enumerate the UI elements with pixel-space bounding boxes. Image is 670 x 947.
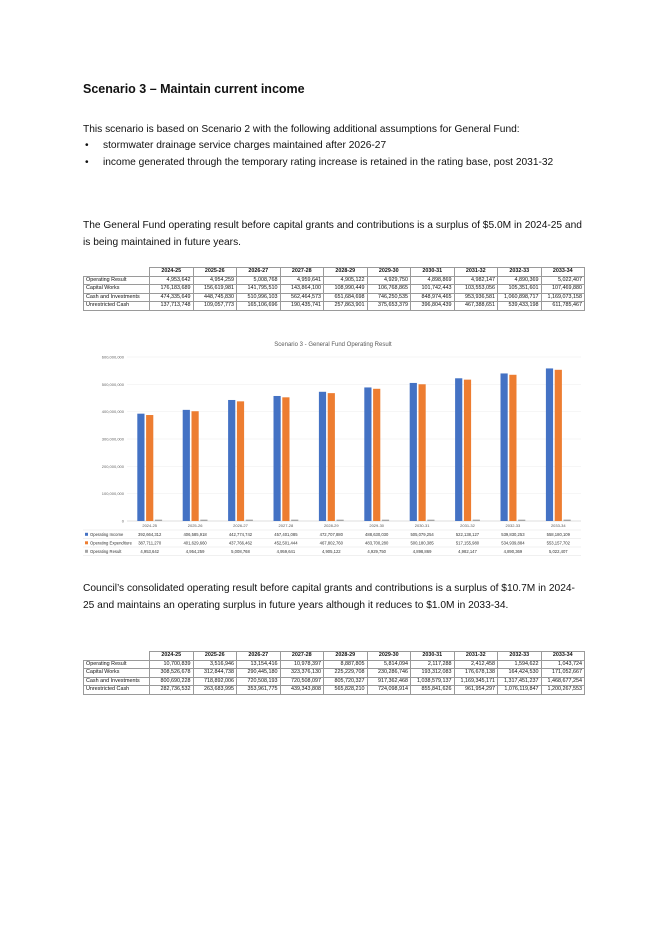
- table-cell: 13,154,416: [237, 660, 281, 669]
- year-header: 2028-29: [324, 652, 368, 661]
- data-label: 472,707,880: [319, 531, 343, 537]
- table-cell: 308,526,678: [150, 669, 194, 678]
- bar-operating-result: [427, 520, 434, 521]
- bar-operating-result: [246, 520, 253, 521]
- table-cell: 290,445,180: [237, 669, 281, 678]
- row-label: Cash and Investments: [84, 677, 150, 686]
- table-cell: 1,043,724: [541, 660, 585, 669]
- table-row: [84, 302, 585, 311]
- legend-series-name: Operating Income: [90, 531, 124, 537]
- bar-operating-result: [382, 520, 389, 521]
- table-cell: 1,060,898,717: [498, 293, 542, 302]
- x-tick-label: 2029-30: [369, 523, 385, 528]
- table-cell: 800,690,228: [150, 677, 194, 686]
- bar-operating-expenditure: [419, 384, 426, 521]
- table-cell: 4,898,869: [411, 276, 455, 285]
- operating-result-chart: [83, 337, 584, 573]
- data-label: 452,501,444: [274, 540, 298, 546]
- y-tick-label: 300,000,000: [101, 436, 124, 442]
- assumption-item: • income generated through the temporary rating increase is retained in the rating base, post 2031-32: [83, 155, 583, 172]
- table-cell: 105,351,601: [498, 285, 542, 294]
- bar-operating-income: [410, 383, 417, 521]
- year-header: 2024-25: [150, 268, 194, 277]
- x-tick-label: 2027-28: [278, 523, 294, 528]
- row-label: Capital Works: [84, 669, 150, 678]
- data-label: 553,157,702: [546, 540, 570, 546]
- bar-operating-expenditure: [282, 397, 289, 521]
- y-tick-label: 600,000,000: [101, 354, 124, 360]
- table-row: [84, 686, 585, 695]
- consolidated-table: [83, 651, 585, 695]
- table-cell: 193,312,083: [411, 669, 455, 678]
- table-corner: [84, 268, 150, 277]
- y-tick-label: 100,000,000: [101, 491, 124, 497]
- x-tick-label: 2031-32: [460, 523, 475, 528]
- table-cell: 190,435,741: [280, 302, 324, 311]
- table-cell: 510,996,103: [237, 293, 281, 302]
- assumption-list: [83, 138, 583, 171]
- legend-swatch: [85, 533, 88, 536]
- table-cell: 141,795,510: [237, 285, 281, 294]
- year-header: 2031-32: [454, 652, 498, 661]
- bar-operating-expenditure: [328, 393, 335, 521]
- table-cell: 230,286,746: [367, 669, 411, 678]
- bar-operating-expenditure: [237, 401, 244, 521]
- bar-operating-income: [364, 387, 371, 521]
- table-cell: 1,169,073,158: [541, 293, 585, 302]
- table-cell: 1,200,267,553: [541, 686, 585, 695]
- table-cell: 143,864,100: [280, 285, 324, 294]
- table-cell: 8,887,805: [324, 660, 368, 669]
- table-header-row: [84, 268, 585, 277]
- table-cell: 4,929,750: [367, 276, 411, 285]
- data-label: 406,585,918: [183, 531, 207, 537]
- bar-operating-expenditure: [464, 380, 471, 521]
- data-label: 387,711,270: [138, 540, 162, 546]
- data-label: 4,954,259: [185, 548, 205, 554]
- table-cell: 4,953,642: [150, 276, 194, 285]
- data-label: 401,629,660: [183, 540, 207, 546]
- table-cell: 5,008,768: [237, 276, 281, 285]
- table-cell: 718,892,006: [193, 677, 237, 686]
- data-label: 467,802,760: [319, 540, 343, 546]
- table-cell: 651,684,698: [324, 293, 368, 302]
- data-label: 500,180,385: [410, 540, 434, 546]
- table-cell: 312,844,738: [193, 669, 237, 678]
- table-cell: 805,720,327: [324, 677, 368, 686]
- data-label: 5,008,768: [231, 548, 250, 554]
- row-label: Unrestricted Cash: [84, 686, 150, 695]
- bar-operating-expenditure: [146, 415, 153, 521]
- bar-operating-expenditure: [192, 411, 199, 521]
- table-cell: 917,362,468: [367, 677, 411, 686]
- y-tick-label: 200,000,000: [101, 463, 124, 469]
- table-row: [84, 669, 585, 678]
- bar-operating-result: [291, 520, 298, 521]
- table-cell: 106,768,865: [367, 285, 411, 294]
- table-cell: 961,954,297: [454, 686, 498, 695]
- table-cell: 848,974,465: [411, 293, 455, 302]
- table-cell: 746,250,535: [367, 293, 411, 302]
- year-header: 2027-28: [280, 268, 324, 277]
- table-cell: 953,936,581: [454, 293, 498, 302]
- x-tick-label: 2030-31: [414, 523, 430, 528]
- bar-operating-result: [155, 520, 162, 521]
- table-cell: 176,183,689: [150, 285, 194, 294]
- data-label: 5,022,407: [548, 548, 568, 554]
- table-cell: 1,076,119,847: [498, 686, 542, 695]
- bar-operating-result: [337, 520, 344, 521]
- x-tick-label: 2028-29: [323, 523, 339, 528]
- table-cell: 2,412,458: [454, 660, 498, 669]
- page-title: Scenario 3 – Maintain current income: [83, 82, 305, 96]
- table-cell: 855,841,626: [411, 686, 455, 695]
- year-header: 2033-34: [541, 268, 585, 277]
- year-header: 2029-30: [367, 268, 411, 277]
- y-tick-label: 400,000,000: [101, 409, 124, 415]
- chart-title: Scenario 3 - General Fund Operating Result: [274, 342, 392, 348]
- data-label: 483,700,280: [365, 540, 389, 546]
- year-header: 2032-33: [498, 652, 542, 661]
- year-header: 2029-30: [367, 652, 411, 661]
- year-header: 2033-34: [541, 652, 585, 661]
- bar-operating-expenditure: [509, 375, 516, 521]
- legend-swatch: [85, 541, 88, 544]
- year-header: 2030-31: [411, 268, 455, 277]
- bar-operating-income: [501, 373, 508, 521]
- bar-operating-result: [200, 520, 207, 521]
- table-header-row: [84, 652, 585, 661]
- table-cell: 2,117,288: [411, 660, 455, 669]
- table-cell: 1,468,677,254: [541, 677, 585, 686]
- data-label: 4,929,750: [367, 548, 387, 554]
- table-cell: 1,169,345,171: [454, 677, 498, 686]
- table-cell: 107,469,880: [541, 285, 585, 294]
- data-label: 505,079,254: [410, 531, 434, 537]
- bar-operating-result: [564, 520, 571, 521]
- table-cell: 282,736,532: [150, 686, 194, 695]
- row-label: Capital Works: [84, 285, 150, 294]
- year-header: 2032-33: [498, 268, 542, 277]
- data-label: 457,401,085: [274, 531, 298, 537]
- year-header: 2024-25: [150, 652, 194, 661]
- data-label: 558,180,109: [546, 531, 570, 537]
- table-cell: 4,905,122: [324, 276, 368, 285]
- table-cell: 396,804,439: [411, 302, 455, 311]
- table-cell: 156,619,981: [193, 285, 237, 294]
- table-row: [84, 660, 585, 669]
- year-header: 2031-32: [454, 268, 498, 277]
- table-row: [84, 276, 585, 285]
- bar-operating-income: [319, 392, 326, 521]
- table-cell: 5,022,407: [541, 276, 585, 285]
- data-label: 4,953,642: [140, 548, 160, 554]
- consolidated-paragraph: Council’s consolidated operating result before capital grants and contributions is a surplus of $10.7M in 2024-25 and maintains an operating surplus in future years although it reduces to $1.0M in 2033-34.: [83, 583, 575, 611]
- table-cell: 171,052,667: [541, 669, 585, 678]
- intro-paragraph: This scenario is based on Scenario 2 with the following additional assumptions for General Fund:: [83, 124, 520, 135]
- table-cell: 225,229,708: [324, 669, 368, 678]
- data-label: 4,959,641: [276, 548, 296, 554]
- data-label: 4,905,122: [321, 548, 341, 554]
- table-cell: 4,890,369: [498, 276, 542, 285]
- table-cell: 439,343,808: [280, 686, 324, 695]
- table-cell: 165,106,696: [237, 302, 281, 311]
- table-cell: 109,057,773: [193, 302, 237, 311]
- table-cell: 467,388,651: [454, 302, 498, 311]
- table-cell: 257,863,901: [324, 302, 368, 311]
- bar-operating-expenditure: [373, 389, 380, 521]
- table-row: [84, 293, 585, 302]
- data-label: 4,890,369: [503, 548, 523, 554]
- y-tick-label: 0: [121, 518, 124, 524]
- y-tick-label: 500,000,000: [101, 381, 124, 387]
- table-cell: 539,433,198: [498, 302, 542, 311]
- year-header: 2030-31: [411, 652, 455, 661]
- table-cell: 103,553,056: [454, 285, 498, 294]
- data-label: 4,898,869: [412, 548, 432, 554]
- bar-operating-income: [183, 410, 190, 521]
- data-label: 392,664,312: [138, 531, 162, 537]
- bar-operating-income: [274, 396, 281, 521]
- x-tick-label: 2032-33: [505, 523, 521, 528]
- data-label: 522,138,127: [455, 531, 480, 537]
- year-header: 2025-26: [193, 652, 237, 661]
- table-cell: 4,954,259: [193, 276, 237, 285]
- year-header: 2028-29: [324, 268, 368, 277]
- row-label: Unrestricted Cash: [84, 302, 150, 311]
- bar-operating-income: [455, 378, 462, 521]
- legend-series-name: Operating Expenditure: [90, 540, 132, 546]
- table-cell: 4,982,147: [454, 276, 498, 285]
- data-label: 442,774,742: [228, 531, 253, 537]
- table-cell: 1,317,451,237: [498, 677, 542, 686]
- x-tick-label: 2033-34: [550, 523, 566, 528]
- x-tick-label: 2024-25: [142, 523, 158, 528]
- table-cell: 565,828,210: [324, 686, 368, 695]
- x-tick-label: 2026-27: [233, 523, 248, 528]
- table-cell: 474,335,649: [150, 293, 194, 302]
- table-cell: 5,814,094: [367, 660, 411, 669]
- table-cell: 176,678,138: [454, 669, 498, 678]
- data-label: 437,766,462: [228, 540, 253, 546]
- table-cell: 164,424,530: [498, 669, 542, 678]
- data-label: 4,982,147: [458, 548, 477, 554]
- bar-operating-expenditure: [555, 370, 562, 521]
- year-header: 2025-26: [193, 268, 237, 277]
- table-cell: 1,038,579,137: [411, 677, 455, 686]
- table-row: [84, 285, 585, 294]
- bar-operating-income: [137, 414, 144, 521]
- data-label: 539,830,253: [501, 531, 525, 537]
- data-label: 488,630,030: [365, 531, 389, 537]
- table-cell: 101,742,443: [411, 285, 455, 294]
- general-fund-paragraph: The General Fund operating result before capital grants and contributions is a surplus of $5.0M in 2024-25 and is being maintained in future years.: [83, 220, 582, 248]
- general-fund-table: [83, 267, 585, 311]
- table-cell: 720,508,097: [280, 677, 324, 686]
- table-cell: 562,464,573: [280, 293, 324, 302]
- assumption-item: • stormwater drainage service charges maintained after 2026-27: [83, 138, 583, 155]
- table-cell: 375,653,379: [367, 302, 411, 311]
- table-cell: 10,700,839: [150, 660, 194, 669]
- table-cell: 611,785,467: [541, 302, 585, 311]
- table-cell: 448,745,830: [193, 293, 237, 302]
- data-label: 517,155,980: [455, 540, 480, 546]
- bar-operating-result: [518, 520, 525, 521]
- year-header: 2027-28: [280, 652, 324, 661]
- table-cell: 108,990,449: [324, 285, 368, 294]
- row-label: Operating Result: [84, 276, 150, 285]
- legend-series-name: Operating Result: [90, 548, 122, 554]
- table-cell: 263,683,995: [193, 686, 237, 695]
- table-cell: 10,978,397: [280, 660, 324, 669]
- bar-operating-result: [473, 520, 480, 521]
- x-tick-label: 2025-26: [187, 523, 203, 528]
- data-label: 534,939,884: [501, 540, 525, 546]
- bar-operating-income: [546, 368, 553, 521]
- row-label: Cash and Investments: [84, 293, 150, 302]
- row-label: Operating Result: [84, 660, 150, 669]
- year-header: 2026-27: [237, 268, 281, 277]
- bar-operating-income: [228, 400, 235, 521]
- table-cell: 3,516,946: [193, 660, 237, 669]
- table-cell: 724,098,914: [367, 686, 411, 695]
- table-cell: 137,713,748: [150, 302, 194, 311]
- table-cell: 4,959,641: [280, 276, 324, 285]
- table-cell: 720,508,193: [237, 677, 281, 686]
- table-row: [84, 677, 585, 686]
- table-cell: 353,961,775: [237, 686, 281, 695]
- legend-swatch: [85, 550, 88, 553]
- table-cell: 1,594,622: [498, 660, 542, 669]
- table-cell: 323,376,130: [280, 669, 324, 678]
- year-header: 2026-27: [237, 652, 281, 661]
- table-corner: [84, 652, 150, 661]
